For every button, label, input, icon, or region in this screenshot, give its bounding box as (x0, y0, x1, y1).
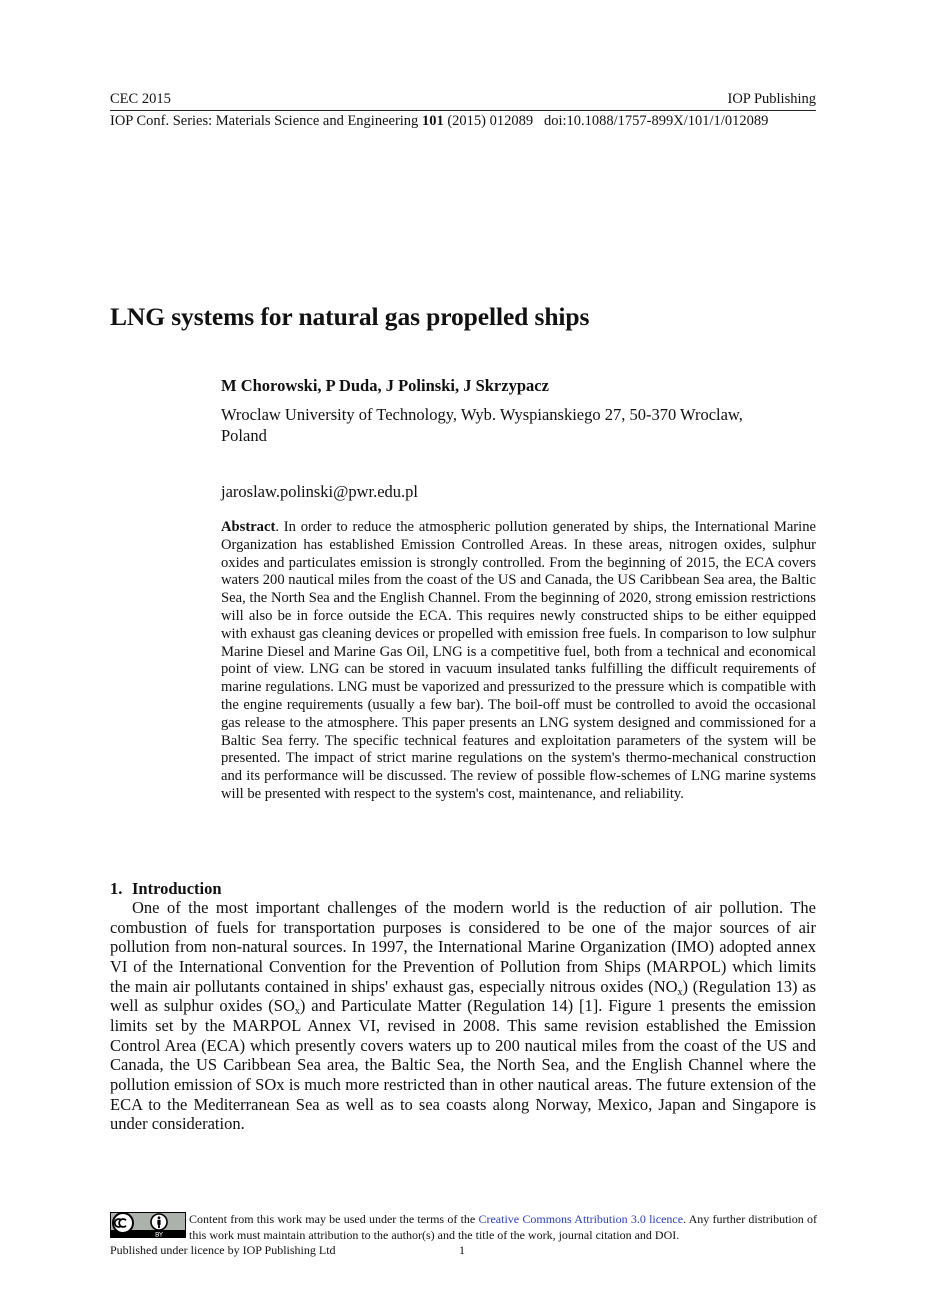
header-rule (110, 110, 816, 111)
page-number: 1 (459, 1243, 465, 1257)
section-title: Introduction (132, 879, 222, 898)
intro-text-part: One of the most important challenges of the modern world is the reduction of air pollution. The combustion of fuels for transportation purposes is considered to be one of the major sources of air pollution from non-natural sources. In 1997, the International Marine Organization (IMO) adopted annex VI of the International Convention for the Prevention of Pollution from Ships (MARPOL) which limits the main air pollutants contained in ships' exhaust gas, especially nitrous oxides (NO (110, 898, 816, 996)
license-link[interactable]: Creative Commons Attribution 3.0 licence (478, 1212, 684, 1226)
section-number: 1. (110, 879, 123, 898)
author-list: M Chorowski, P Duda, J Polinski, J Skrzypacz (221, 376, 549, 395)
author-email[interactable]: jaroslaw.polinski@pwr.edu.pl (221, 482, 418, 501)
abstract (221, 519, 816, 804)
conference-name: CEC 2015 (110, 91, 171, 107)
published-notice: Published under licence by IOP Publishing Ltd (110, 1243, 336, 1257)
volume-number: 101 (421, 113, 444, 129)
license-text: Content from this work may be used under the terms of the (189, 1212, 479, 1226)
abstract-label: Abstract (221, 519, 276, 535)
creative-commons-badge-icon (110, 1212, 186, 1238)
intro-text-part: ) and Particulate Matter (Regulation 14) [1]. Figure 1 presents the emission limits set by the MARPOL Annex VI, revised in 2008. This same revision established the Emission Control Area (ECA) which presently covers waters up to 200 nautical miles from the coast of the US and Canada, the US Caribbean Sea area, the Baltic Sea, the North Sea, and the English Channel where the pollution emission of SOx is much more restricted than in other nautical areas. The future extension of the ECA to the Mediterranean Sea as well as to sea coasts along Norway, Mexico, Japan and Singapore is under consideration. (110, 996, 816, 1134)
abstract-text: . In order to reduce the atmospheric pollution generated by ships, the International Marine Organization has established Emission Controlled Areas. In these areas, nitrogen oxides, sulphur oxides and particulates emission is strongly controlled. From the beginning of 2015, the ECA covers waters 200 nautical miles from the coast of the US and Canada, the US Caribbean Sea area, the Baltic Sea, the North Sea and the English Channel. From the beginning of 2020, strong emission restrictions will also be in force outside the ECA. This requires newly constructed ships to be either equipped with exhaust gas cleaning devices or propelled with emission free fuels. In comparison to low sulphur Marine Diesel and Marine Gas Oil, LNG is a competitive fuel, both from a technical and economical point of view. LNG can be stored in vacuum insulated tanks fulfilling the difficult requirements of marine regulations. LNG must be vaporized and pressurized to the pressure which is compatible with the engine requirements (usually a few bar). The boil-off must be controlled to avoid the occasional gas release to the atmosphere. This paper presents an LNG system designed and commissioned for a Baltic Sea ferry. The specific technical features and exploitation parameters of the system will be presented. The impact of strict marine regulations on the system's thermo-mechanical construction and its performance will be discussed. The review of possible flow-schemes of LNG marine systems will be presented with respect to the system's cost, maintenance, and reliability. (221, 519, 816, 802)
series-line (110, 113, 768, 130)
license-notice (189, 1212, 817, 1243)
subscript: x (677, 986, 683, 998)
series-suffix: (2015) 012089 doi:10.1088/1757-899X/101/1/012089 (443, 113, 769, 129)
affiliation: Wroclaw University of Technology, Wyb. Wyspianskiego 27, 50-370 Wroclaw, Poland (221, 405, 743, 445)
badge-by-label: BY (154, 1230, 164, 1238)
intro-paragraph (110, 898, 816, 1134)
section-heading (110, 879, 222, 899)
paper-title: LNG systems for natural gas propelled ships (110, 302, 590, 331)
intro-text-part: ) (Regulation 13) as well as sulphur oxides (SO (110, 976, 816, 1016)
subscript: x (294, 1006, 300, 1018)
license-text: . Any further distribution of this work must maintain attribution to the author(s) and the title of the work, journal citation and DOI. (189, 1212, 817, 1242)
publisher-name: IOP Publishing (727, 91, 816, 107)
series-prefix: IOP Conf. Series: Materials Science and Engineering (110, 113, 422, 129)
